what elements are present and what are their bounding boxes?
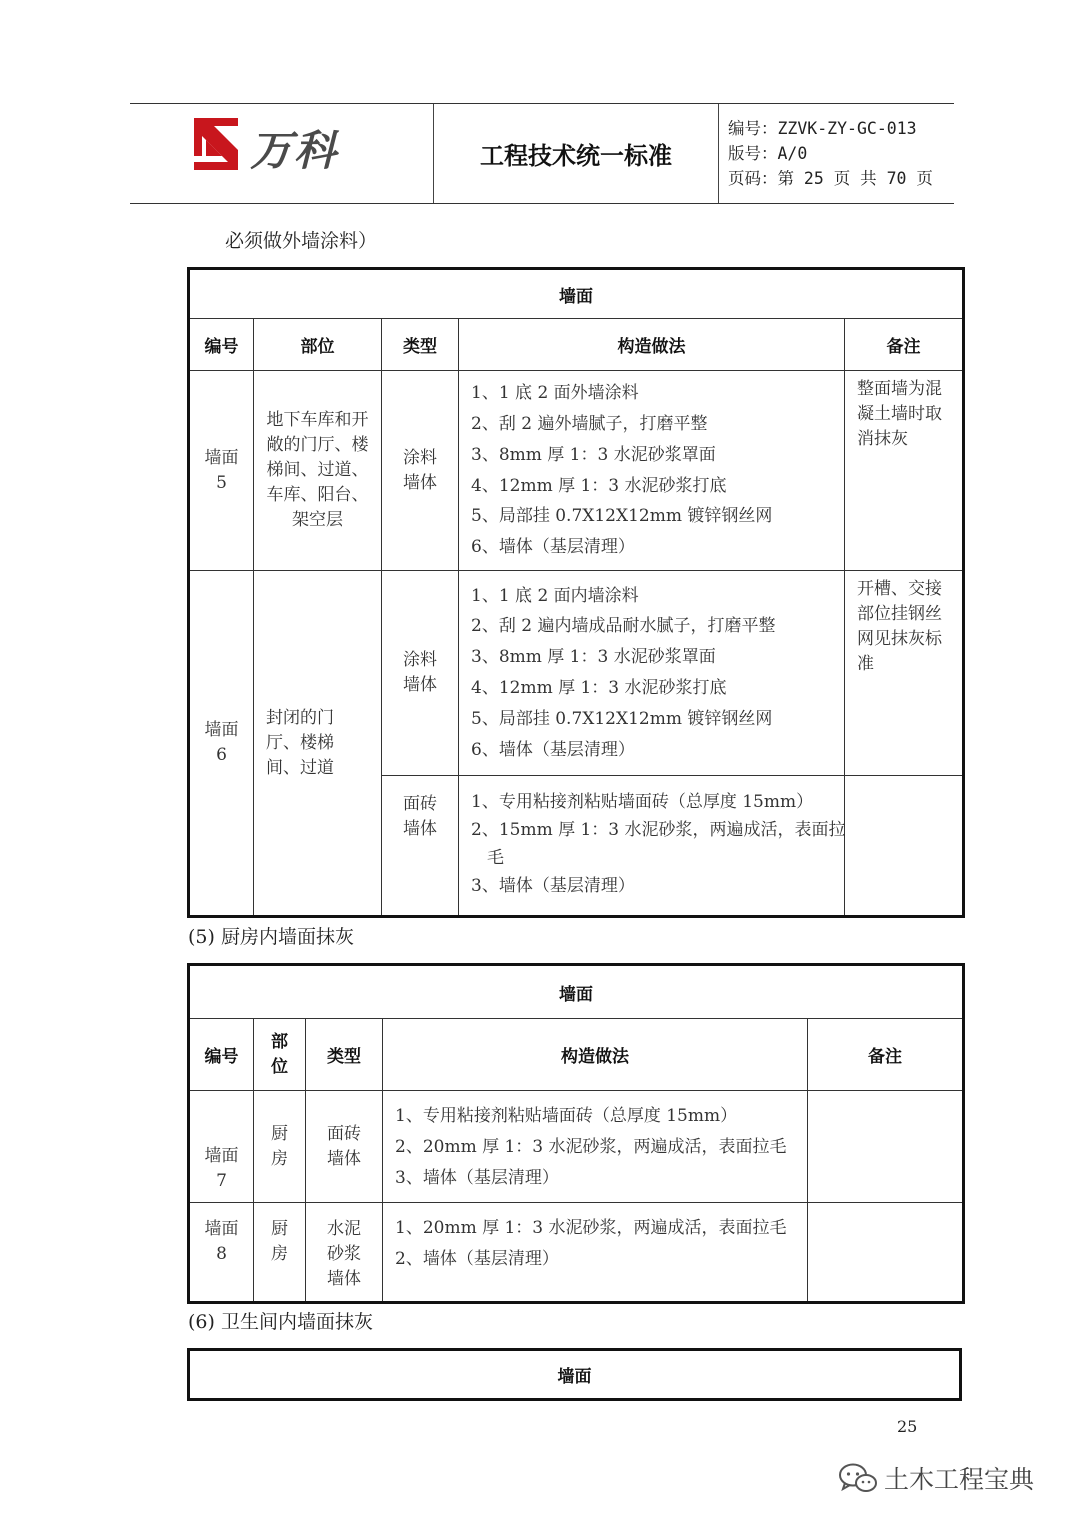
row-id: 墙面7 (189, 1091, 254, 1203)
watermark-text: 土木工程宝典 (884, 1465, 1035, 1494)
row-type: 水泥砂浆墙体 (306, 1203, 383, 1303)
row-location: 厨房 (254, 1091, 306, 1203)
doc-version: 版号：A/0 (728, 144, 808, 163)
row-id: 墙面6 (189, 571, 254, 917)
header-type: 类型 (382, 319, 459, 371)
row-location: 地下车库和开敞的门厅、楼梯间、过道、车库、阳台、架空层 (254, 371, 382, 571)
table-title: 墙面 (189, 965, 964, 1019)
wall-table-3 (187, 1348, 962, 1401)
table-row (189, 1091, 964, 1203)
row-note: 整面墙为混凝土墙时取消抹灰 (845, 371, 964, 571)
table-title: 墙面 (189, 1350, 961, 1400)
header-type: 类型 (306, 1019, 383, 1091)
table-row (189, 1203, 964, 1303)
header-method: 构造做法 (459, 319, 845, 371)
header-method: 构造做法 (383, 1019, 808, 1091)
doc-meta (728, 116, 954, 191)
row-location: 厨房 (254, 1203, 306, 1303)
row-location: 封闭的门厅、楼梯间、过道 (254, 571, 382, 917)
header-id: 编号 (189, 319, 254, 371)
vanke-logo (192, 116, 392, 176)
watermark (838, 1460, 1034, 1496)
wall-table-1 (187, 267, 965, 918)
intro-text: 必须做外墙涂料） (225, 230, 378, 252)
header-location: 部位 (254, 319, 382, 371)
row-type: 面砖墙体 (306, 1091, 383, 1203)
row-type: 涂料墙体 (382, 571, 459, 776)
row-method: 1、专用粘接剂粘贴墙面砖（总厚度 15mm） 2、15mm 厚 1：3 水泥砂浆，两遍成活，表面拉毛 3、墙体（基层清理） (459, 776, 845, 917)
header-note: 备注 (808, 1019, 964, 1091)
row-note: 开槽、交接部位挂钢丝网见抹灰标准 (845, 571, 964, 776)
row-id: 墙面8 (189, 1203, 254, 1303)
row-note (845, 776, 964, 917)
section-6-heading: (6) 卫生间内墙面抹灰 (188, 1311, 373, 1333)
row-id: 墙面5 (189, 371, 254, 571)
header-note: 备注 (845, 319, 964, 371)
page-number: 25 (897, 1417, 918, 1436)
table-row (189, 371, 964, 571)
wechat-icon (838, 1462, 878, 1494)
header-id: 编号 (189, 1019, 254, 1091)
logo-cell (130, 104, 434, 203)
doc-page-info: 页码：第 25 页 共 70 页 (728, 169, 933, 188)
row-method: 1、专用粘接剂粘贴墙面砖（总厚度 15mm） 2、20mm 厚 1：3 水泥砂浆，两遍成活，表面拉毛 3、墙体（基层清理） (383, 1091, 808, 1203)
section-5-heading: (5) 厨房内墙面抹灰 (188, 926, 354, 948)
table-title: 墙面 (189, 269, 964, 319)
table-row (189, 571, 964, 776)
logo-text: 万科 (250, 126, 339, 175)
vanke-logo-icon (192, 116, 244, 172)
row-method: 1、20mm 厚 1：3 水泥砂浆，两遍成活，表面拉毛 2、墙体（基层清理） (383, 1203, 808, 1303)
wall-table-2 (187, 963, 965, 1304)
row-note (808, 1203, 964, 1303)
row-method: 1、1 底 2 面外墙涂料 2、刮 2 遍外墙腻子，打磨平整 3、8mm 厚 1：3 水泥砂浆罩面 4、12mm 厚 1：3 水泥砂浆打底 5、局部挂 0.7X12X12mm 镀锌钢丝网 6、墙体（基层清理） (459, 371, 845, 571)
row-type: 涂料墙体 (382, 371, 459, 571)
row-type: 面砖墙体 (382, 776, 459, 917)
row-note (808, 1091, 964, 1203)
row-method: 1、1 底 2 面内墙涂料 2、刮 2 遍内墙成品耐水腻子，打磨平整 3、8mm 厚 1：3 水泥砂浆罩面 4、12mm 厚 1：3 水泥砂浆打底 5、局部挂 0.7X12X12mm 镀锌钢丝网 6、墙体（基层清理） (459, 571, 845, 776)
doc-title: 工程技术统一标准 (434, 104, 719, 203)
document-header (130, 103, 954, 204)
header-location: 部位 (254, 1019, 306, 1091)
doc-code: 编号：ZZVK-ZY-GC-013 (728, 119, 917, 138)
